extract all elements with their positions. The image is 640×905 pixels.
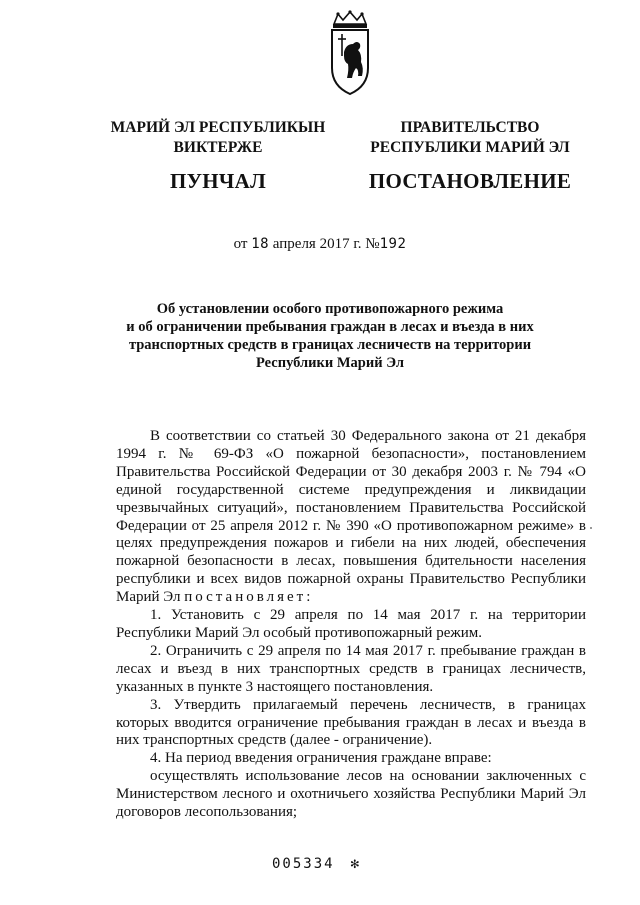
paragraph-item-1: 1. Установить с 29 апреля по 14 мая 2017 г. на территории Республики Марий Эл особый противопожарный режим. [116,607,586,641]
document-number: 192 [379,236,407,252]
resolution-word: постановляет: [184,589,314,606]
title-line2: и об ограничении пребывания граждан в лесах и въезда в них [126,319,534,335]
serial-number: 005334 [272,856,335,872]
title-line1: Об установлении особого противопожарного режима [156,301,504,317]
paragraph-item-2: 2. Ограничить с 29 апреля по 14 мая 2017 г. пребывание граждан в лесах и въезд в них транспортных средств в границах лесничеств, указанных в пункте 3 настоящего постановления. [116,642,586,695]
paragraph-item-4: 4. На период введения ограничения граждане вправе: [150,750,492,767]
document-title [100,300,560,372]
header-left-line2: ВИКТЕРЖЕ [173,139,263,156]
asterisk-mark-icon: ✻ [350,856,360,872]
date-prefix: от [233,236,248,252]
header-right-line1: ПРАВИТЕЛЬСТВО [400,119,540,136]
paragraph-item-4-right: осуществлять использование лесов на основании заключенных с Министерством лесного и охотничьего хозяйства Республики Марий Эл договоров лесопользования; [116,768,586,821]
date-day: 18 [251,236,270,252]
header-left-line1: МАРИЙ ЭЛ РЕСПУБЛИКЫН [110,119,326,136]
paragraph-item-3: 3. Утвердить прилагаемый перечень лесничеств, в границах которых вводится ограничение пребывания граждан в лесах и въезда в них транспортных средств (далее - ограничение). [116,696,586,749]
title-line3: транспортных средств в границах лесничеств на территории [128,337,532,353]
date-month-year: апреля 2017 г. № [272,236,380,252]
header-left [98,118,338,194]
header-right-line2: РЕСПУБЛИКИ МАРИЙ ЭЛ [370,139,570,156]
header-right [360,118,580,194]
document-body [116,428,586,822]
margin-mark [590,527,592,529]
title-line4: Республики Марий Эл [256,355,404,371]
footer-serial [272,856,359,872]
date-line [0,236,640,253]
header-left-doc-type: ПУНЧАЛ [169,169,267,193]
header-right-doc-type: ПОСТАНОВЛЕНИЕ [368,169,572,193]
mari-el-coat-of-arms-icon [328,10,372,96]
preamble-text: В соответствии со статьей 30 Федерального закона от 21 декабря 1994 г. № 69-ФЗ «О пожарной безопасности», постановлением Правительства Российской Федерации от 30 декабря 2003 г. № 794 «О единой государственной системе предупреждения и ликвидации чрезвычайных ситуаций», постановлением Правительства Российской Федерации от 25 апреля 2012 г. № 390 «О противопожарном режиме» в целях предупреждения пожаров и гибели на них людей, обеспечения пожарной безопасности в лесах, повышения бдительности населения республики и всех видов пожарной охраны Правительство Республики Марий Эл [116,428,586,606]
paragraph-preamble [116,428,586,607]
